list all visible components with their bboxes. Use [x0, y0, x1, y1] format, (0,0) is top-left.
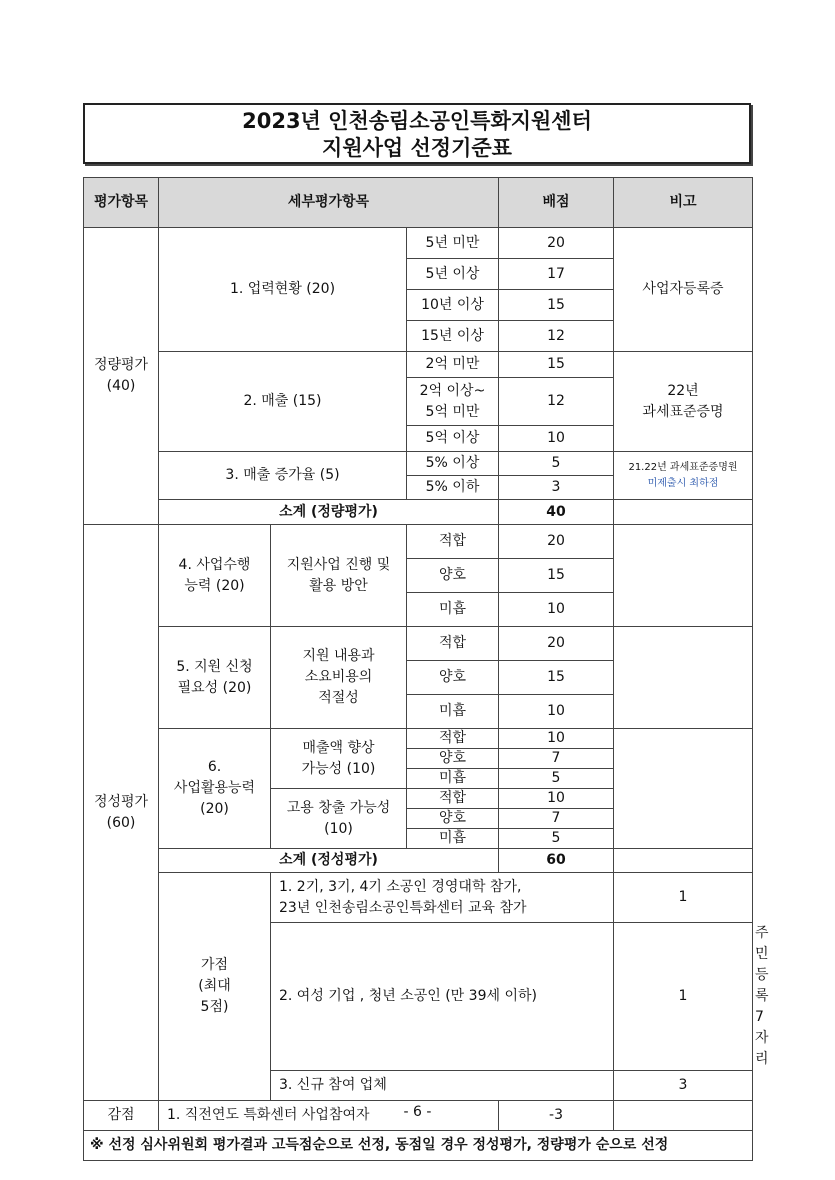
page-number: - 6 -: [403, 1104, 432, 1120]
quant-subtotal: 40: [499, 500, 614, 525]
quant-g2-score-3: 10: [499, 426, 614, 452]
qual-g5-crit-1: 적합: [407, 627, 499, 661]
qual-g6-b-crit-1: 적합: [407, 789, 499, 809]
table-row: [84, 452, 753, 476]
quant-g1-crit-1: 5년 미만: [407, 228, 499, 259]
quant-g1-score-3: 15: [499, 290, 614, 321]
quant-g2-crit-2-line1: 2억 이상~: [419, 382, 486, 399]
qual-g4-name-line2: 능력 (20): [184, 577, 245, 594]
qual-g6-name: [159, 729, 271, 849]
header-note: 비고: [614, 178, 753, 228]
footnote-row: [84, 1131, 753, 1161]
qual-g5-sub-line1: 지원 내용과: [302, 648, 375, 664]
quant-g1-score-1: 20: [499, 228, 614, 259]
quant-g3-crit-2: 5% 이하: [407, 476, 499, 500]
qual-g6-b-score-1: 10: [499, 789, 614, 809]
bonus-item-1-line2: 23년 인천송림소공인특화센터 교육 참가: [279, 899, 527, 916]
qual-g4-crit-1: 적합: [407, 525, 499, 559]
quant-g2-note-line2: 과세표준증명: [642, 403, 724, 420]
quant-g1-crit-2: 5년 이상: [407, 259, 499, 290]
quant-g2-score-2: 12: [499, 378, 614, 426]
qual-g4-sub-line2: 활용 방안: [309, 577, 368, 594]
qual-g5-crit-2: 양호: [407, 661, 499, 695]
quant-g2-crit-3: 5억 이상: [407, 426, 499, 452]
table-row: 2. 여성 기업 , 청년 소공인 (만 39세 이하) 1 주민등록 7자리: [84, 923, 753, 1071]
qual-g6-sub-a-line2: 가능성 (10): [301, 760, 376, 777]
quant-g2-crit-2: [407, 378, 499, 426]
qual-g5-name-line2: 필요성 (20): [177, 679, 252, 696]
header-row: [84, 178, 753, 228]
qual-g6-sub-a: [271, 729, 407, 789]
quant-label: 정량평가: [93, 357, 149, 373]
qual-g6-name-line2: 사업활용능력: [173, 780, 256, 796]
bonus-item-1-line1: 1. 2기, 3기, 4기 소공인 경영대학 참가,: [279, 878, 522, 895]
qual-g5-score-3: 10: [499, 695, 614, 729]
quant-g1-crit-3: 10년 이상: [407, 290, 499, 321]
qual-g4-score-2: 15: [499, 559, 614, 593]
qual-g4-crit-2: 양호: [407, 559, 499, 593]
qual-g6-name-line1: 6.: [207, 759, 222, 775]
qual-g5-note: [614, 627, 753, 729]
qual-g4-score-1: 20: [499, 525, 614, 559]
quant-g3-crit-1: 5% 이상: [407, 452, 499, 476]
qual-g5-sub-line3: 적절성: [318, 690, 359, 706]
quant-label-points: (40): [106, 378, 136, 394]
qual-g6-sub-b-line2: (10): [324, 820, 353, 837]
quant-g3-score-1: 5: [499, 452, 614, 476]
qual-g5-name-line1: 5. 지원 신청: [176, 658, 253, 675]
subtotal-row: [84, 500, 753, 525]
qual-label: 정성평가: [93, 793, 149, 810]
quant-subtotal-label: 소계 (정량평가): [159, 500, 499, 525]
deduct-score: -3: [499, 1101, 614, 1131]
quant-g3-note-line2: 미제출시 최하점: [647, 477, 719, 489]
qual-g5-sub: [271, 627, 407, 729]
qual-g4-score-3: 10: [499, 593, 614, 627]
quant-g1-note: 사업자등록증: [614, 228, 753, 352]
qual-g6-name-line3: (20): [200, 801, 229, 817]
qual-g6-b-crit-3: 미흡: [407, 829, 499, 849]
quant-g2-crit-2-line2: 5억 미만: [425, 403, 480, 420]
bonus-label-line2: (최대: [198, 978, 231, 994]
title-box: [83, 103, 751, 164]
table-row: [84, 352, 753, 378]
quant-g2-name: 2. 매출 (15): [159, 352, 407, 452]
quant-g1-name: 1. 업력현황 (20): [159, 228, 407, 352]
quant-g2-note-line1: 22년: [667, 382, 699, 399]
subtotal-row: [84, 849, 753, 873]
bonus-label-line3: 5점): [200, 999, 229, 1015]
qual-g6-b-score-2: 7: [499, 809, 614, 829]
qual-g6-a-score-1: 10: [499, 729, 614, 749]
qual-subtotal: 60: [499, 849, 614, 873]
table-row: [84, 729, 753, 749]
bonus-label-cell: [159, 873, 271, 1101]
header-detail: 세부평가항목: [159, 178, 499, 228]
qual-g6-a-crit-3: 미흡: [407, 769, 499, 789]
qual-subtotal-label: 소계 (정성평가): [159, 849, 499, 873]
bonus-item-3: 3. 신규 참여 업체: [271, 1071, 614, 1101]
qual-g6-a-crit-2: 양호: [407, 749, 499, 769]
qual-g6-note: [614, 729, 753, 849]
quant-label-cell: [84, 228, 159, 525]
qual-label-points: (60): [106, 814, 136, 831]
quant-g3-note-line1: 21.22년 과세표준증명원: [628, 461, 738, 473]
empty-cell: [614, 500, 753, 525]
empty-cell: [614, 849, 753, 873]
qual-g4-crit-3: 미흡: [407, 593, 499, 627]
quant-g1-score-2: 17: [499, 259, 614, 290]
qual-g5-name: [159, 627, 271, 729]
deduct-item: 1. 직전연도 특화센터 사업참여자: [159, 1101, 499, 1131]
quant-g3-score-2: 3: [499, 476, 614, 500]
quant-g3-note: [614, 452, 753, 500]
table-row: [84, 873, 753, 923]
qual-g6-sub-b-line1: 고용 창출 가능성: [286, 799, 391, 816]
header-category: 평가항목: [84, 178, 159, 228]
criteria-table: [83, 177, 769, 1161]
qual-g6-a-score-2: 7: [499, 749, 614, 769]
page-title-line2: 지원사업 선정기준표: [322, 136, 512, 160]
quant-g3-name: 3. 매출 증가율 (5): [159, 452, 407, 500]
qual-g5-score-2: 15: [499, 661, 614, 695]
qual-g5-sub-line2: 소요비용의: [304, 669, 373, 685]
qual-g6-sub-a-line1: 매출액 향상: [302, 739, 375, 756]
quant-g1-crit-4: 15년 이상: [407, 321, 499, 352]
bonus-score-3: 3: [614, 1071, 753, 1101]
qual-g6-b-crit-2: 양호: [407, 809, 499, 829]
qual-g6-b-score-3: 5: [499, 829, 614, 849]
page-title-line1: 2023년 인천송림소공인특화지원센터: [242, 109, 592, 133]
qual-g5-score-1: 20: [499, 627, 614, 661]
table-row: [84, 525, 753, 559]
bonus-item-2: 2. 여성 기업 , 청년 소공인 (만 39세 이하): [271, 923, 614, 1071]
qual-g4-note: [614, 525, 753, 627]
qual-g4-name: [159, 525, 271, 627]
bonus-item-1: [271, 873, 614, 923]
quant-g2-crit-1: 2억 미만: [407, 352, 499, 378]
table-row: [84, 228, 753, 259]
bonus-score-2: 1: [614, 923, 753, 1071]
quant-g1-score-4: 12: [499, 321, 614, 352]
qual-g5-crit-3: 미흡: [407, 695, 499, 729]
qual-g6-a-score-3: 5: [499, 769, 614, 789]
qual-g4-sub: [271, 525, 407, 627]
selection-footnote: ※ 선정 심사위원회 평가결과 고득점순으로 선정, 동점일 경우 정성평가, 정량평가 순으로 선정: [84, 1131, 753, 1161]
qual-g4-name-line1: 4. 사업수행: [178, 556, 251, 573]
quant-g2-note: [614, 352, 753, 452]
qual-g4-sub-line1: 지원사업 진행 및: [286, 556, 391, 573]
deduct-label: 감점: [84, 1101, 159, 1131]
bonus-label-line1: 가점: [200, 957, 229, 973]
qual-g6-sub-b: [271, 789, 407, 849]
header-score: 배점: [499, 178, 614, 228]
quant-g2-score-1: 15: [499, 352, 614, 378]
bonus-score-1: 1: [614, 873, 753, 923]
qual-label-cell: [84, 525, 159, 1101]
table-row: [84, 627, 753, 661]
qual-g6-a-crit-1: 적합: [407, 729, 499, 749]
